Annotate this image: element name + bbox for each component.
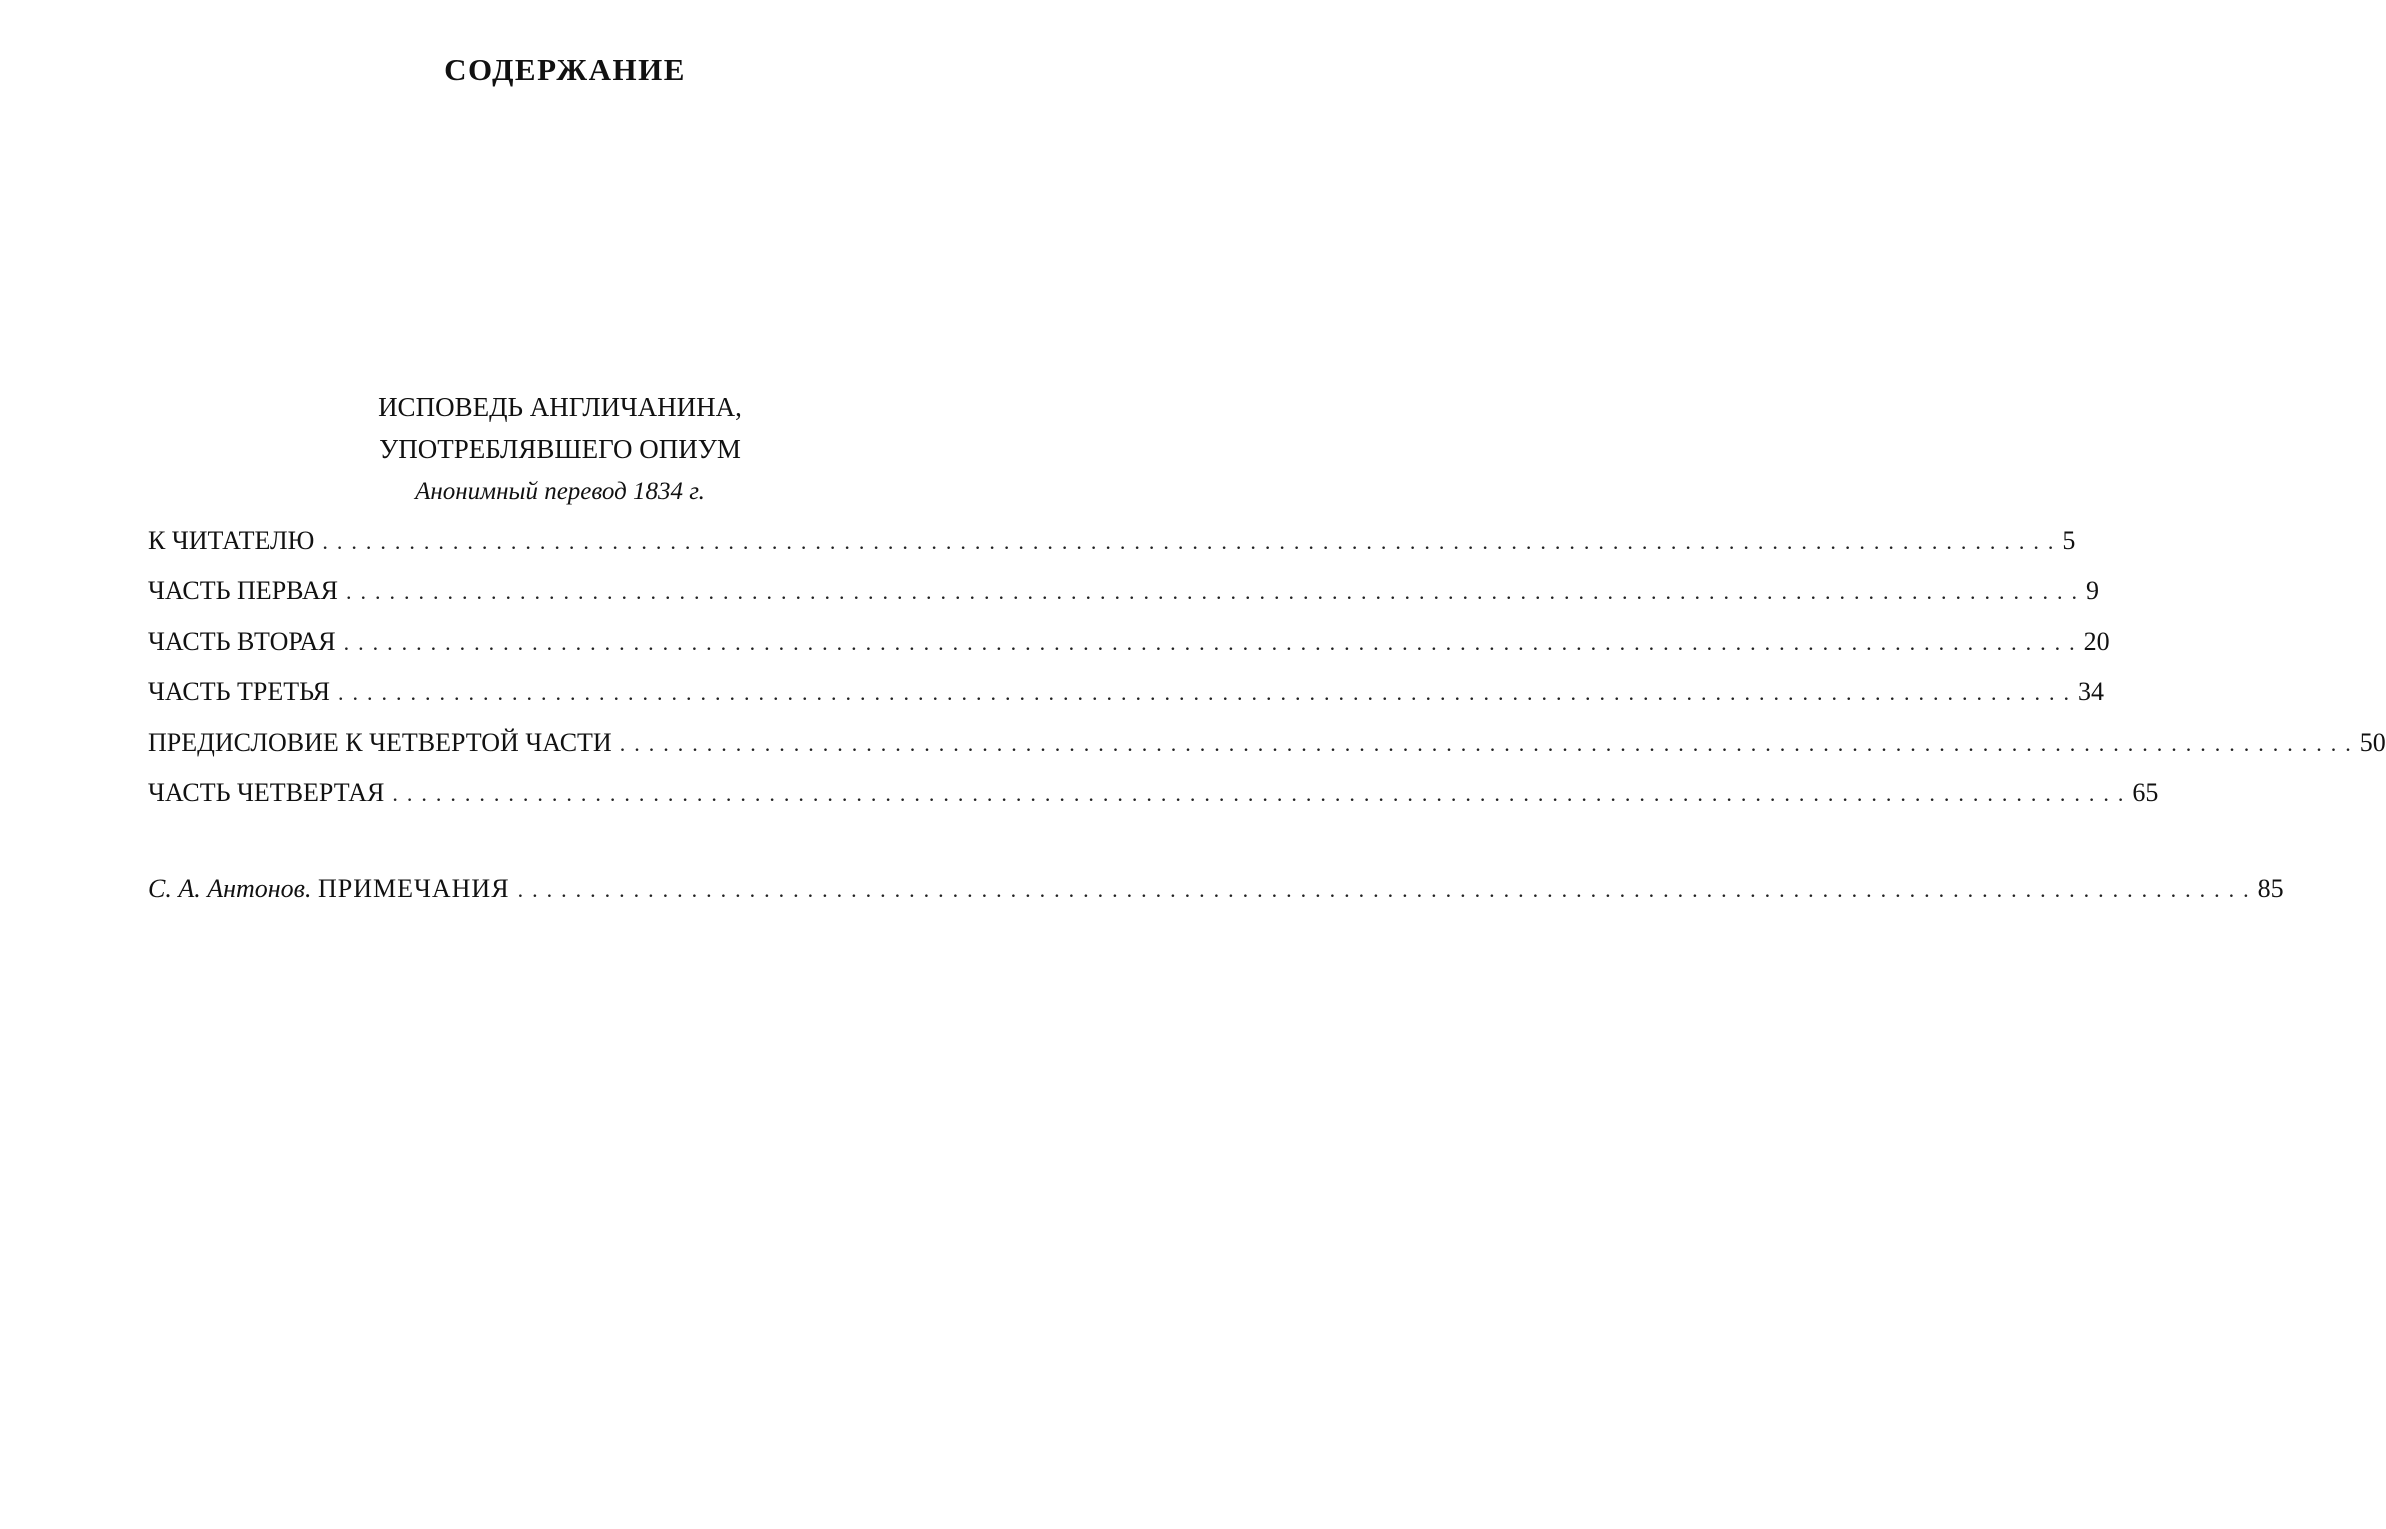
toc-entry-title: ЧАСТЬ ТРЕТЬЯ xyxy=(148,677,331,706)
toc-entry-page: 9 xyxy=(2085,576,2099,605)
toc-entry[interactable] xyxy=(148,728,2386,757)
notes-title: ПРИМЕЧАНИЯ xyxy=(317,874,510,903)
toc-entry[interactable] xyxy=(148,526,2076,555)
toc-leader-dots: ........................................................................................................................ xyxy=(517,877,2258,902)
toc-entry[interactable] xyxy=(148,576,2099,605)
toc-entry-page: 20 xyxy=(2083,627,2110,656)
page-title: СОДЕРЖАНИЕ xyxy=(444,52,686,87)
notes-author: С. А. Антонов. xyxy=(148,874,312,903)
toc-entry-title: ЧАСТЬ ВТОРАЯ xyxy=(148,627,336,656)
toc-entry-title: ЧАСТЬ ПЕРВАЯ xyxy=(148,576,338,605)
toc-leader-dots: ........................................................................................................................ xyxy=(322,529,2063,554)
toc-entry-page: 34 xyxy=(2078,677,2105,706)
toc-entry-page: 85 xyxy=(2257,874,2284,903)
toc-entry[interactable] xyxy=(148,778,2159,807)
toc-entry-title: К ЧИТАТЕЛЮ xyxy=(148,526,315,555)
toc-entry-title: ЧАСТЬ ЧЕТВЕРТАЯ xyxy=(148,778,385,807)
toc-entry-page: 65 xyxy=(2132,778,2159,807)
toc-entry-page: 5 xyxy=(2062,526,2076,555)
toc-entry-page: 50 xyxy=(2359,728,2386,757)
toc-entry-notes[interactable] xyxy=(148,874,2284,903)
toc-entry[interactable] xyxy=(148,677,2105,706)
work-title-line-2: УПОТРЕБЛЯВШЕГО ОПИУМ xyxy=(379,434,741,464)
toc-leader-dots: ........................................................................................................................ xyxy=(345,579,2086,604)
toc-leader-dots: ........................................................................................................................ xyxy=(338,680,2079,705)
toc-leader-dots: ........................................................................................................................ xyxy=(343,630,2084,655)
toc-entry[interactable] xyxy=(148,627,2110,656)
work-title-line-1: ИСПОВЕДЬ АНГЛИЧАНИНА, xyxy=(378,392,742,422)
toc-entry-title: ПРЕДИСЛОВИЕ К ЧЕТВЕРТОЙ ЧАСТИ xyxy=(148,728,612,757)
toc-leader-dots: ........................................................................................................................ xyxy=(392,781,2133,806)
toc-entry-title xyxy=(148,876,518,902)
toc-leader-dots: ........................................................................................................................ xyxy=(619,731,2360,756)
work-subtitle: Анонимный перевод 1834 г. xyxy=(415,478,705,505)
